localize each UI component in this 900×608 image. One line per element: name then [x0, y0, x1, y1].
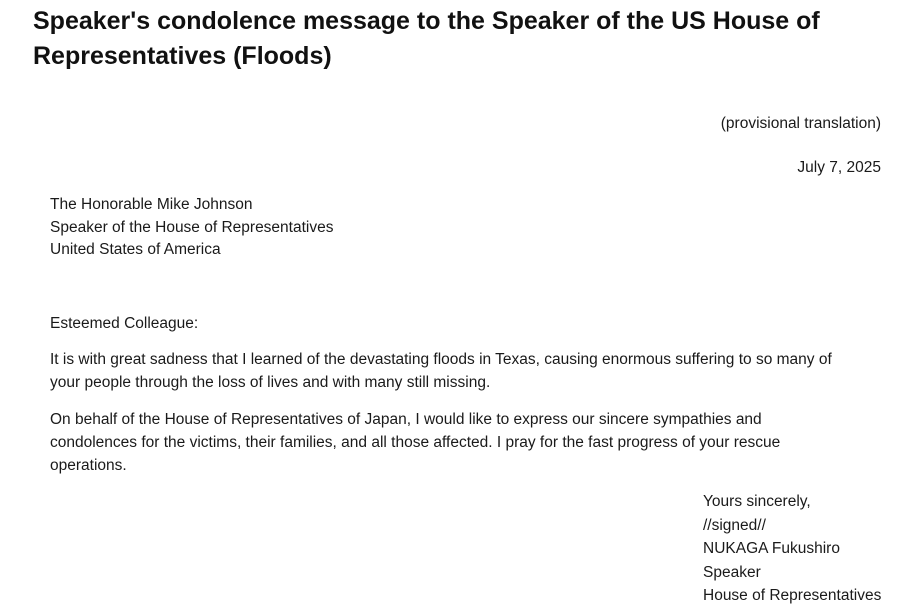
signatory-institution: House of Representatives: [703, 587, 882, 604]
addressee-block: [50, 194, 333, 262]
closing: Yours sincerely,: [703, 493, 811, 510]
letter-date: July 7, 2025: [797, 159, 881, 176]
signed-mark: //signed//: [703, 516, 766, 534]
signature-block: [703, 490, 881, 608]
salutation: Esteemed Colleague:: [50, 315, 199, 332]
signatory-title: Speaker: [703, 563, 761, 581]
body-paragraph-1: It is with great sadness that I learned of the devastating floods in Texas, causing enormous suffering to so many of your people through the loss of lives and with many still missing.: [50, 351, 832, 391]
translation-note: (provisional translation): [720, 115, 881, 132]
addressee-country: United States of America: [50, 241, 221, 258]
page-title: Speaker's condolence message to the Speaker of the US House of Representatives (Floods): [33, 7, 820, 70]
addressee-title: Speaker of the House of Representatives: [50, 218, 334, 236]
signatory-name: NUKAGA Fukushiro: [703, 540, 840, 557]
body-paragraph-2: On behalf of the House of Representatives of Japan, I would like to express our sincere sympathies and condolences for the victims, their families, and all those affected. I pray for the fast progress of your rescue operations.: [50, 411, 781, 474]
addressee-name: The Honorable Mike Johnson: [50, 196, 253, 213]
